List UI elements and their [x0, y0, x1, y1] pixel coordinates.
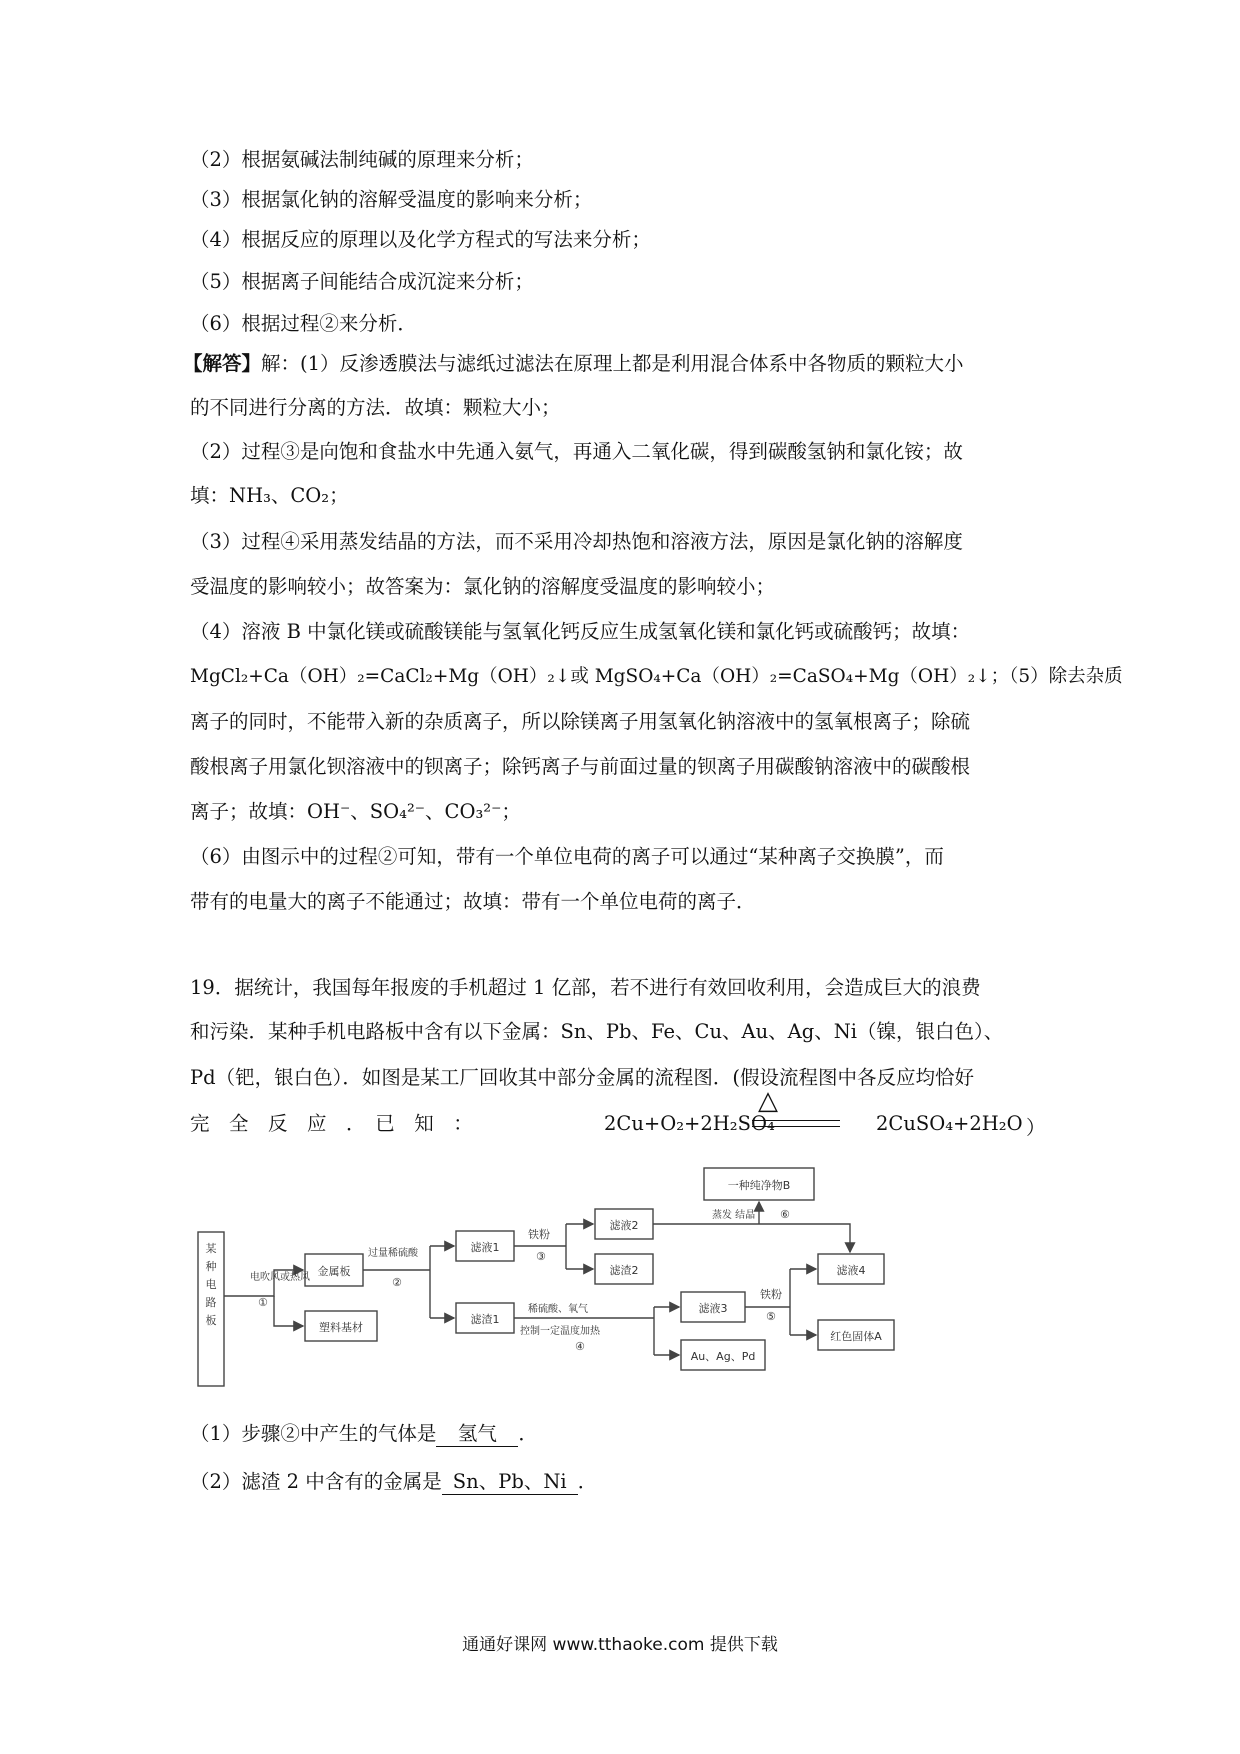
text-line: MgCl₂+Ca（OH）₂=CaCl₂+Mg（OH）₂↓或 MgSO₄+Ca（OH）₂=CaSO₄+Mg（OH）₂↓；（5）除去杂质	[190, 666, 1123, 687]
question-19-line: 19．据统计，我国每年报废的手机超过 1 亿部，若不进行有效回收利用，会造成巨大的浪费	[190, 976, 981, 999]
text-line: 和污染．某种手机电路板中含有以下金属：Sn、Pb、Fe、Cu、Au、Ag、Ni（镍，银白色）、	[190, 1020, 1004, 1043]
text-line: 解：(1）反渗透膜法与滤纸过滤法在原理上都是利用混合体系中各物质的颗粒大小	[261, 352, 964, 375]
label-pure-b: 一种纯净物B	[727, 1179, 791, 1192]
label-step1: 电吹风或热风	[250, 1272, 310, 1283]
equation-right: 2CuSO₄+2H₂O	[876, 1112, 1023, 1135]
label-step3-no: ③	[536, 1250, 546, 1263]
equation-close: ）	[1026, 1116, 1046, 1139]
label-evap-no: ⑥	[780, 1208, 790, 1221]
question-2-answer[interactable]: Sn、Pb、Ni	[442, 1470, 578, 1495]
box-filtrate2	[595, 1209, 653, 1239]
label-step4: 稀硫酸、氧气	[528, 1304, 588, 1315]
text-line: （6）由图示中的过程②可知，带有一个单位电荷的离子可以通过“某种离子交换膜”，而	[190, 845, 944, 868]
label-start-4: 路	[205, 1296, 217, 1309]
box-filtrate1	[456, 1231, 514, 1261]
label-filtrate1: 滤液1	[470, 1241, 500, 1254]
text-line: （2）根据氨碱法制纯碱的原理来分析；	[190, 148, 534, 171]
text-line: 完 全 反 应 ． 已 知 ：	[190, 1112, 473, 1135]
label-start-1: 某	[205, 1242, 217, 1255]
box-au-ag-pd	[681, 1340, 765, 1370]
box-circuit-board	[198, 1232, 224, 1386]
text-line: （3）根据氯化钠的溶解受温度的影响来分析；	[190, 188, 593, 211]
text-line: 受温度的影响较小；故答案为：氯化钠的溶解度受温度的影响较小；	[190, 575, 776, 598]
question-2-suffix: ．	[577, 1470, 598, 1493]
question-1	[190, 1422, 538, 1447]
label-substrate: 塑料基材	[319, 1321, 363, 1334]
text-line: Pd（钯，银白色）．如图是某工厂回收其中部分金属的流程图．(假设流程图中各反应均恰好	[190, 1066, 974, 1089]
text-line: 离子；故填：OH⁻、SO₄²⁻、CO₃²⁻；	[190, 800, 521, 823]
label-filtrate2: 滤液2	[609, 1219, 639, 1232]
box-filtrate3	[681, 1292, 745, 1322]
label-au-ag-pd: Au、Ag、Pd	[690, 1350, 756, 1363]
text-line: 的不同进行分离的方法．故填：颗粒大小；	[190, 396, 561, 419]
page-footer: 通通好课网 www.tthaoke.com 提供下载	[462, 1635, 778, 1655]
label-start-5: 板	[205, 1314, 217, 1327]
box-residue2	[595, 1254, 653, 1284]
text-line: （2）过程③是向饱和食盐水中先通入氨气，再通入二氧化碳，得到碳酸氢钠和氯化铵；故	[190, 440, 963, 463]
text-line: （5）根据离子间能结合成沉淀来分析；	[190, 270, 534, 293]
equation-arrow-top	[752, 1120, 840, 1121]
answer-line	[183, 352, 964, 376]
box-metal-plate	[305, 1254, 363, 1286]
label-start-2: 种	[205, 1260, 217, 1273]
question-2	[190, 1470, 597, 1495]
label-step1-no: ①	[258, 1296, 268, 1309]
label-step2-no: ②	[392, 1276, 402, 1289]
equation-left: 2Cu+O₂+2H₂SO₄	[604, 1112, 775, 1135]
label-step5-no: ⑤	[766, 1310, 776, 1323]
text-line: 酸根离子用氯化钡溶液中的钡离子；除钙离子与前面过量的钡离子用碳酸钠溶液中的碳酸根	[190, 755, 971, 778]
question-1-suffix: ．	[518, 1422, 538, 1445]
heat-condition-icon: △	[758, 1086, 778, 1116]
label-residue1: 滤渣1	[470, 1313, 500, 1326]
text-line: 离子的同时，不能带入新的杂质离子，所以除镁离子用氢氧化钠溶液中的氢氧根离子；除硫	[190, 710, 971, 733]
label-red-solid: 红色固体A	[830, 1330, 882, 1343]
answer-tag: 【解答】	[183, 352, 262, 375]
label-evap: 蒸发 结晶	[712, 1210, 756, 1221]
label-step5: 铁粉	[760, 1288, 782, 1301]
box-substrate	[305, 1311, 377, 1341]
text-line: （4）溶液 B 中氯化镁或硫酸镁能与氢氧化钙反应生成氢氧化镁和氯化钙或硫酸钙；故填：	[190, 620, 971, 643]
equation-arrow-bottom	[752, 1126, 840, 1127]
label-step4-no: ④	[575, 1340, 585, 1353]
label-step2: 过量稀硫酸	[368, 1248, 418, 1259]
label-step3: 铁粉	[528, 1228, 550, 1241]
text-line: （3）过程④采用蒸发结晶的方法，而不采用冷却热饱和溶液方法，原因是氯化钠的溶解度	[190, 530, 963, 553]
box-pure-b	[704, 1168, 814, 1200]
label-filtrate4: 滤液4	[836, 1264, 866, 1277]
question-2-prefix: （2）滤渣 2 中含有的金属是	[190, 1470, 442, 1493]
question-1-answer[interactable]: 氢气	[436, 1422, 518, 1447]
label-metal-plate: 金属板	[317, 1265, 351, 1278]
text-line: 带有的电量大的离子不能通过；故填：带有一个单位电荷的离子．	[190, 890, 756, 913]
text-line: （4）根据反应的原理以及化学方程式的写法来分析；	[190, 228, 651, 251]
label-residue2: 滤渣2	[609, 1264, 639, 1277]
question-1-prefix: （1）步骤②中产生的气体是	[190, 1422, 437, 1445]
box-red-solid	[818, 1320, 894, 1350]
label-start-3: 电	[205, 1278, 217, 1291]
text-line: 填：NH₃、CO₂；	[190, 484, 349, 507]
box-filtrate4	[818, 1254, 884, 1284]
text-line: （6）根据过程②来分析．	[190, 312, 417, 335]
label-step4b: 控制一定温度加热	[520, 1326, 600, 1337]
box-residue1	[456, 1303, 514, 1333]
label-filtrate3: 滤液3	[698, 1302, 728, 1315]
